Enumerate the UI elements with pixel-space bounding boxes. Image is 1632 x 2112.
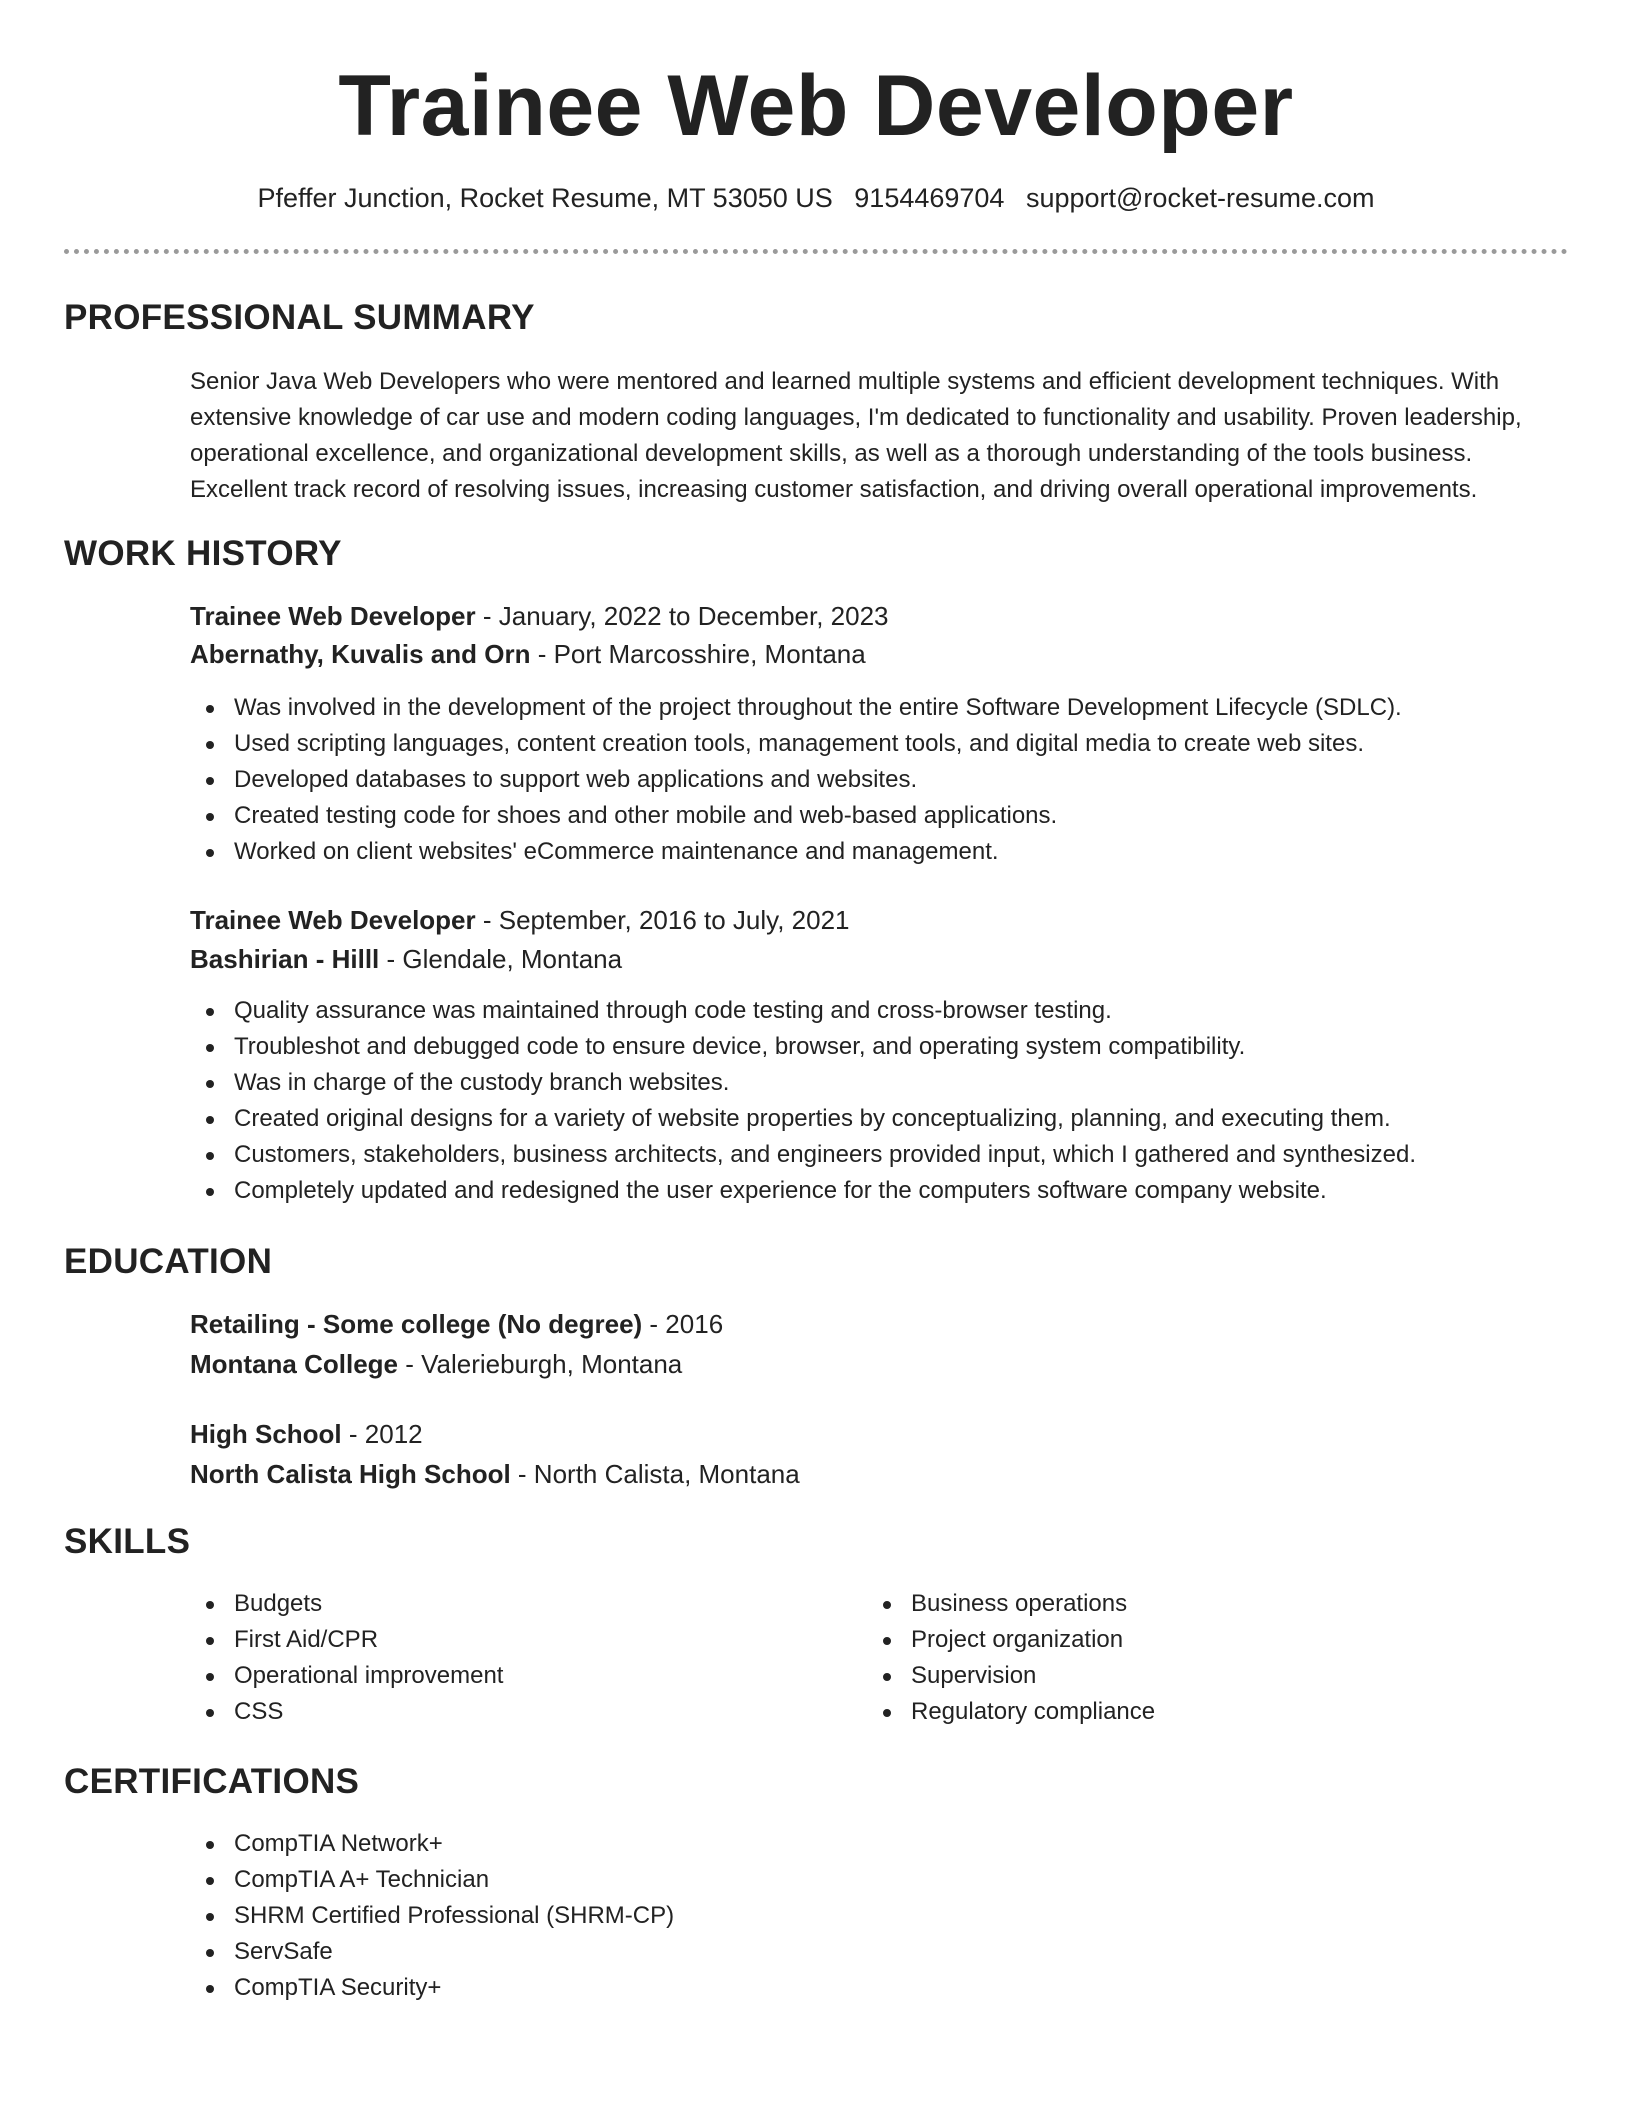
list-item: CompTIA A+ Technician: [190, 1862, 674, 1898]
skills-list-right: [867, 1586, 1155, 1730]
job-title: Trainee Web Developer: [190, 905, 476, 935]
list-item: Troubleshot and debugged code to ensure device, browser, and operating system compatibility.: [190, 1029, 1416, 1065]
list-item: Created testing code for shoes and other mobile and web-based applications.: [190, 798, 1402, 834]
summary-line: operational excellence, and organizational development skills, as well as a thorough understanding of the tools business.: [190, 440, 1473, 467]
job-location: - Port Marcosshire, Montana: [530, 639, 866, 669]
list-item: SHRM Certified Professional (SHRM-CP): [190, 1898, 674, 1934]
list-item: CSS: [190, 1694, 503, 1730]
contact-address: Pfeffer Junction, Rocket Resume, MT 53050 US: [257, 183, 833, 213]
summary-line: Senior Java Web Developers who were mentored and learned multiple systems and efficient development techniques. With: [190, 368, 1500, 395]
list-item: Project organization: [867, 1622, 1155, 1658]
education-degree: Retailing - Some college (No degree): [190, 1309, 643, 1339]
contact-line: [0, 180, 1632, 216]
job-location: - Glendale, Montana: [379, 944, 623, 974]
summary-line: Excellent track record of resolving issues, increasing customer satisfaction, and driving overall operational improvements.: [190, 476, 1478, 503]
list-item: Worked on client websites' eCommerce maintenance and management.: [190, 834, 1402, 870]
job-title-line: [190, 902, 850, 938]
job-bullets: [190, 690, 1402, 870]
header-divider: [64, 249, 1568, 254]
job-title-line: [190, 598, 889, 634]
education-location: - Valerieburgh, Montana: [398, 1349, 683, 1379]
job-dates: - September, 2016 to July, 2021: [475, 905, 850, 935]
summary-line: extensive knowledge of car use and modern coding languages, I'm dedicated to functionality and usability. Proven leadership,: [190, 404, 1522, 431]
contact-phone: 9154469704: [854, 183, 1005, 213]
education-school: Montana College: [190, 1349, 399, 1379]
section-title-education: EDUCATION: [64, 1242, 273, 1281]
list-item: Was in charge of the custody branch websites.: [190, 1065, 1416, 1101]
list-item: ServSafe: [190, 1934, 674, 1970]
contact-email: support@rocket-resume.com: [1025, 183, 1375, 213]
list-item: CompTIA Security+: [190, 1970, 674, 2006]
job-company: Abernathy, Kuvalis and Orn: [190, 639, 531, 669]
education-degree-line: [190, 1306, 723, 1342]
skills-list-left: [190, 1586, 503, 1730]
list-item: Operational improvement: [190, 1658, 503, 1694]
job-company: Bashirian - Hilll: [190, 944, 380, 974]
education-year: - 2012: [341, 1419, 423, 1449]
list-item: Customers, stakeholders, business architects, and engineers provided input, which I gathered and synthesized.: [190, 1137, 1416, 1173]
education-school: North Calista High School: [190, 1459, 511, 1489]
section-title-work: WORK HISTORY: [64, 534, 342, 573]
resume-name: Trainee Web Developer: [338, 58, 1294, 154]
list-item: Completely updated and redesigned the user experience for the computers software company website.: [190, 1173, 1416, 1209]
list-item: CompTIA Network+: [190, 1826, 674, 1862]
section-title-summary: PROFESSIONAL SUMMARY: [64, 298, 535, 337]
summary-text: [190, 364, 1570, 508]
job-company-line: [190, 941, 622, 977]
education-year: - 2016: [642, 1309, 724, 1339]
certifications-list: [190, 1826, 674, 2006]
list-item: Business operations: [867, 1586, 1155, 1622]
education-degree: High School: [190, 1419, 342, 1449]
job-company-line: [190, 636, 866, 672]
list-item: Developed databases to support web applications and websites.: [190, 762, 1402, 798]
job-title: Trainee Web Developer: [190, 601, 476, 631]
list-item: Used scripting languages, content creation tools, management tools, and digital media to create web sites.: [190, 726, 1402, 762]
job-bullets: [190, 993, 1416, 1209]
list-item: Was involved in the development of the project throughout the entire Software Development Lifecycle (SDLC).: [190, 690, 1402, 726]
list-item: Budgets: [190, 1586, 503, 1622]
list-item: Quality assurance was maintained through code testing and cross-browser testing.: [190, 993, 1416, 1029]
section-title-skills: SKILLS: [64, 1522, 191, 1561]
list-item: Supervision: [867, 1658, 1155, 1694]
list-item: Created original designs for a variety of website properties by conceptualizing, planning, and executing them.: [190, 1101, 1416, 1137]
education-degree-line: [190, 1416, 423, 1452]
job-dates: - January, 2022 to December, 2023: [475, 601, 889, 631]
education-school-line: [190, 1456, 800, 1492]
list-item: Regulatory compliance: [867, 1694, 1155, 1730]
section-title-certifications: CERTIFICATIONS: [64, 1762, 360, 1801]
education-school-line: [190, 1346, 682, 1382]
education-location: - North Calista, Montana: [510, 1459, 800, 1489]
list-item: First Aid/CPR: [190, 1622, 503, 1658]
